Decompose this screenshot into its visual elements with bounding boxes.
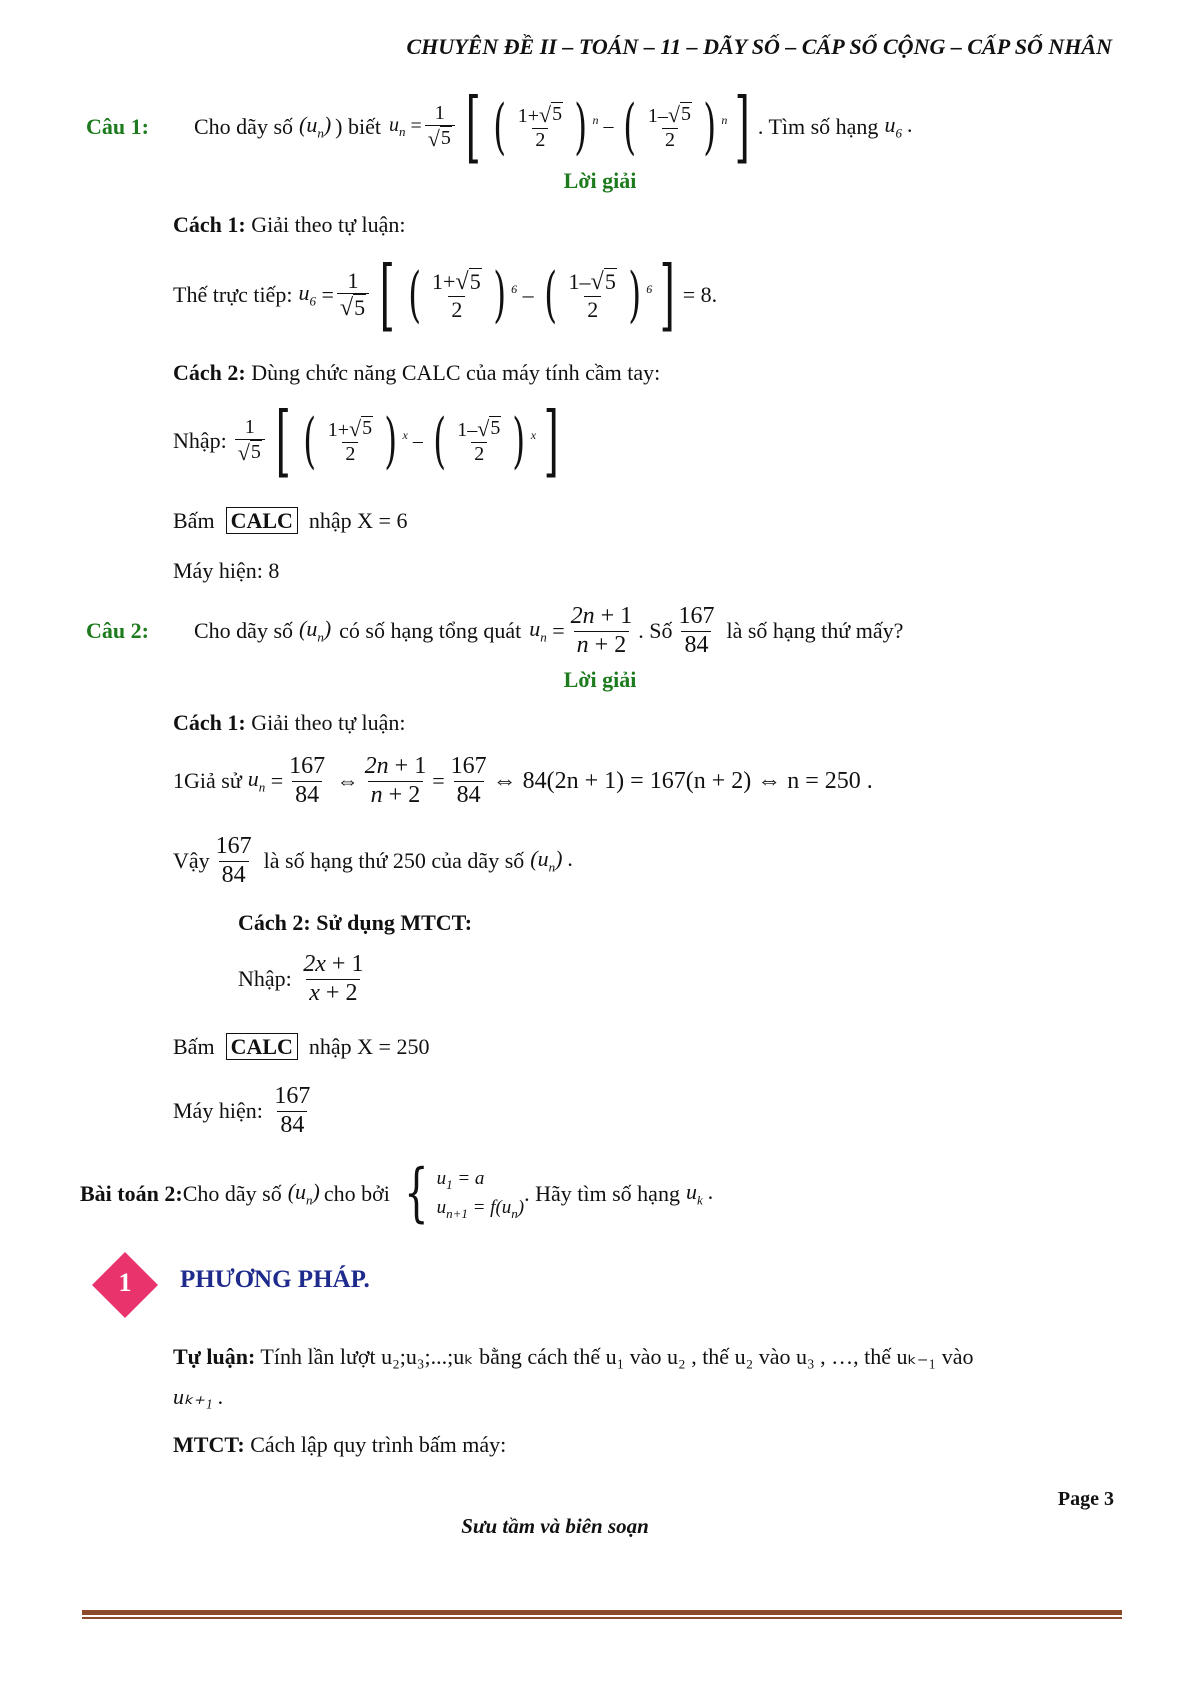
q2-bam: Bấm CALC nhập X = 250 [173,1034,430,1059]
q1-text-b: ) biết [335,114,381,139]
tu-luan-cont: uₖ₊₁ . [173,1384,224,1409]
footer-credit: Sưu tầm và biên soạn [461,1514,649,1538]
calc-key: CALC [226,1033,298,1060]
section-number: 1 [118,1268,132,1297]
page-number: Page 3 [1057,1488,1114,1510]
q1-cach1: Cách 1: Giải theo tự luận: [173,212,406,237]
q2-loigiai: Lời giải [563,667,637,692]
q2-gia-su: 1Giả sử $u_n$ = $\frac{167}{84}$ ⇔ $\frac{2n + 1}{n + 2}$ = $\frac{167}{84}$ ⇔ 84(2n + 1) = 167(n + 2) ⇔ n = 250 . [173,752,873,808]
q1-text-c: . Tìm số hạng [757,114,879,139]
q1-the-truc-tiep: Thế trực tiếp: $u_6$ = 1 √ 5 [ ( 1+ √ 5 2 ) $^6$ – ( 1– √ 5 2 ) $^6$ ] = 8. [173,249,718,340]
q1-loigiai: Lời giải [563,168,637,193]
q2-cach2: Cách 2: Sử dụng MTCT: [238,910,473,935]
q2-may-hien: Máy hiện: $\frac{167}{84}$ [173,1082,311,1138]
tu-luan: Tự luận: Tính lần lượt u₂;u₃;...;uₖ bằng cách thế u₁ vào u₂ , thế u₂ vào u₃ , …, thế uₖ₋₁ vào [173,1344,974,1369]
q2-nhap: Nhập: $\frac{2x + 1}{x + 2}$ [238,950,364,1006]
q1-line: Câu 1: Cho dãy số $(u_n)$ ) biết $u_n$ = 1 √ 5 [ ( 1+ √ 5 2 ) $^n$ – ( 1– √ 5 2 ) $^n$ ] . Tìm số hạng $u_6$ . [86,81,913,172]
q1-nhap: Nhập: 1 √ 5 [ ( 1+ √ 5 2 ) $^x$ – ( 1– √ 5 2 ) $^x$ ] [173,395,559,486]
calc-key: CALC [226,507,298,534]
footer-rule-thin [82,1617,1122,1619]
bai-toan-2: Bài toán 2: Cho dãy số $(u_n)$ cho bởi { $u_1 = a$ $u_{n+1} = f(u_n)$ . Hãy tìm số hạng $u_k$ . [80,1156,714,1231]
section-title: PHƯƠNG PHÁP. [180,1266,370,1293]
mtct: MTCT: Cách lập quy trình bấm máy: [173,1432,507,1457]
section-badge [76,1248,174,1322]
q1-cach2: Cách 2: Dùng chức năng CALC của máy tính cầm tay: [173,360,661,385]
footer-rule [82,1610,1122,1615]
q1-formula: $u_n$ = 1 √ 5 [ ( 1+ √ 5 2 ) $^n$ – ( 1– √ 5 2 ) $^n$ ] [388,81,751,172]
q1-label: Câu 1: [86,114,149,139]
q2-vay: Vậy $\frac{167}{84}$ là số hạng thứ 250 của dãy số $(u_n)$ . [173,832,574,888]
q1-text-a: Cho dãy số [194,114,293,139]
q2-line: Câu 2: Cho dãy số $(u_n)$ có số hạng tổng quát $u_n$ = $\frac{2n + 1}{n + 2}$ . Số $\frac{167}{84}$ là số hạng thứ mấy? [86,602,904,658]
q2-label: Câu 2: [86,618,149,643]
q1-bam: Bấm CALC nhập X = 6 [173,508,408,533]
q2-cach1: Cách 1: Giải theo tự luận: [173,710,406,735]
q1-may-hien: Máy hiện: 8 [173,558,280,583]
page-header: CHUYÊN ĐỀ II – TOÁN – 11 – DÃY SỐ – CẤP SỐ CỘNG – CẤP SỐ NHÂN [406,34,1112,59]
